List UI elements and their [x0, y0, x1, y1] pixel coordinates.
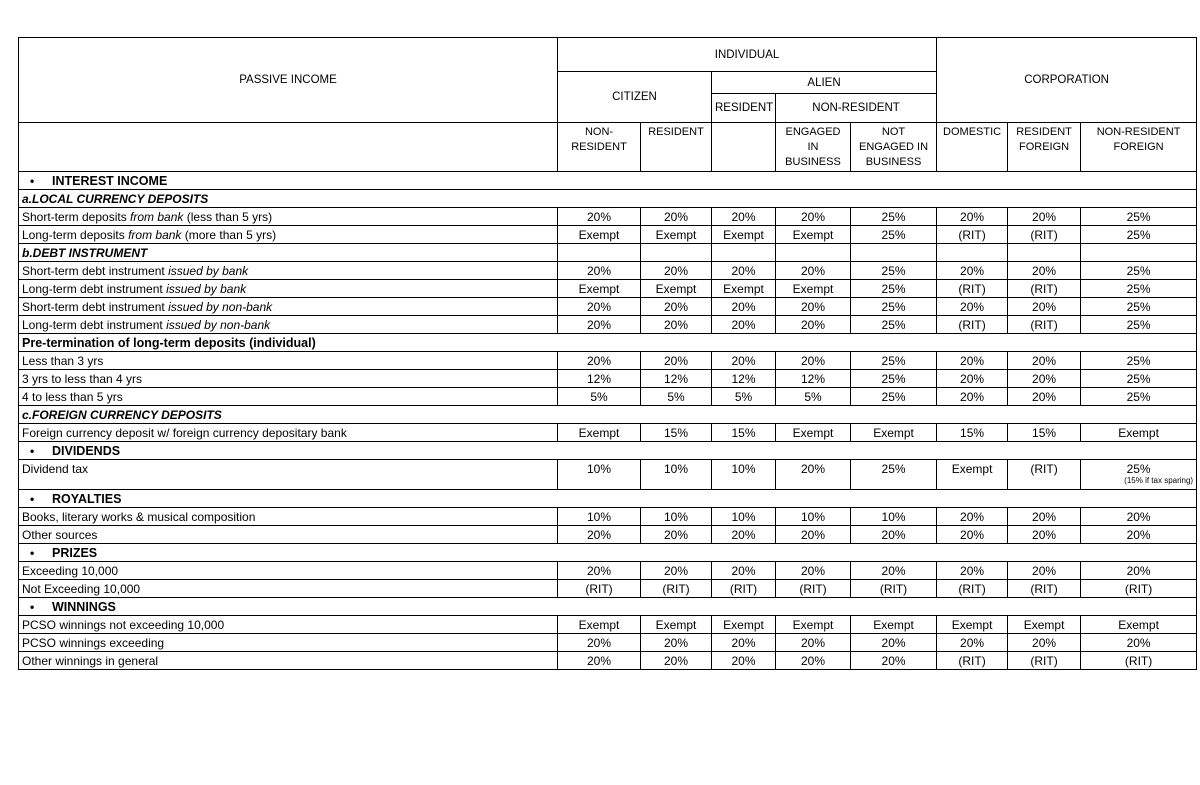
rate-cell-alien-resident: 20%	[712, 316, 776, 334]
rate-cell-not-engaged-in-business: 10%	[851, 508, 937, 526]
table-row	[19, 526, 1197, 544]
rate-cell-engaged-in-business: 20%	[776, 634, 851, 652]
individual-header: INDIVIDUAL	[558, 38, 937, 72]
rate-cell-not-engaged-in-business: (RIT)	[851, 580, 937, 598]
rate-cell-domestic: 20%	[937, 634, 1008, 652]
bullet-icon: •	[30, 491, 35, 506]
bullet-icon: •	[30, 545, 35, 560]
rate-cell-engaged-in-business: Exempt	[776, 280, 851, 298]
row-label: 3 yrs to less than 4 yrs	[19, 370, 558, 388]
rate-cell-engaged-in-business: 20%	[776, 526, 851, 544]
rate-cell-citizen-non-resident: Exempt	[558, 280, 641, 298]
rate-cell-resident-foreign: 20%	[1008, 508, 1081, 526]
rate-cell-non-resident-foreign: Exempt	[1081, 616, 1197, 634]
rate-cell-resident-foreign: 15%	[1008, 424, 1081, 442]
rate-cell-resident-foreign: 20%	[1008, 634, 1081, 652]
rate-cell-non-resident-foreign: 25%	[1081, 316, 1197, 334]
rate-cell-citizen-resident: 10%	[641, 460, 712, 490]
col-citizen-resident: RESIDENT	[641, 123, 712, 172]
rate-cell-citizen-non-resident: 20%	[558, 262, 641, 280]
rate-cell-not-engaged-in-business: Exempt	[851, 616, 937, 634]
rate-cell-citizen-resident: Exempt	[641, 616, 712, 634]
rate-cell-engaged-in-business: Exempt	[776, 616, 851, 634]
rate-cell-non-resident-foreign: 25%	[1081, 208, 1197, 226]
rate-cell-resident-foreign: (RIT)	[1008, 316, 1081, 334]
rate-cell-resident-foreign: (RIT)	[1008, 226, 1081, 244]
rate-cell-non-resident-foreign: (RIT)	[1081, 580, 1197, 598]
rate-cell-citizen-resident: 20%	[641, 562, 712, 580]
alien-non-resident-header: NON-RESIDENT	[776, 94, 937, 123]
rate-cell-domestic: Exempt	[937, 460, 1008, 490]
row-label: Books, literary works & musical composition	[19, 508, 558, 526]
rate-cell-citizen-resident: 20%	[641, 316, 712, 334]
table-row	[19, 508, 1197, 526]
table-row	[19, 424, 1197, 442]
rate-cell-not-engaged-in-business: 20%	[851, 634, 937, 652]
row-label: Short-term deposits from bank (less than 5 yrs)	[19, 208, 558, 226]
rate-cell-non-resident-foreign: Exempt	[1081, 424, 1197, 442]
row-label: Exceeding 10,000	[19, 562, 558, 580]
rate-cell-domestic: 20%	[937, 370, 1008, 388]
row-label: PCSO winnings exceeding	[19, 634, 558, 652]
section-interest-income: • INTEREST INCOME	[19, 172, 1197, 190]
rate-cell-engaged-in-business: 20%	[776, 298, 851, 316]
rate-cell-not-engaged-in-business: 25%	[851, 460, 937, 490]
rate-cell-citizen-non-resident: 20%	[558, 208, 641, 226]
row-label: Short-term debt instrument issued by bank	[19, 262, 558, 280]
col-citizen-non-resident: NON-RESIDENT	[558, 123, 641, 172]
col-engaged-in-business: ENGAGED IN BUSINESS	[776, 123, 851, 172]
rate-cell-alien-resident: 20%	[712, 298, 776, 316]
subsection-debt-instrument: b.DEBT INSTRUMENT	[19, 244, 558, 262]
rate-cell-domestic: (RIT)	[937, 580, 1008, 598]
rate-cell-domestic: 20%	[937, 298, 1008, 316]
rate-cell-non-resident-foreign: 25%	[1081, 226, 1197, 244]
table-row	[19, 298, 1197, 316]
bullet-icon: •	[30, 599, 35, 614]
rate-cell-alien-resident: 20%	[712, 352, 776, 370]
section-royalties: • ROYALTIES	[19, 490, 1197, 508]
rate-cell-domestic: (RIT)	[937, 226, 1008, 244]
rate-cell-resident-foreign: 20%	[1008, 262, 1081, 280]
rate-cell-citizen-resident: 10%	[641, 508, 712, 526]
alien-resident-header: RESIDENT	[712, 94, 776, 123]
rate-cell-domestic: 20%	[937, 262, 1008, 280]
table-row	[19, 460, 1197, 490]
table-row	[19, 280, 1197, 298]
row-label: 4 to less than 5 yrs	[19, 388, 558, 406]
row-label: PCSO winnings not exceeding 10,000	[19, 616, 558, 634]
rate-cell-non-resident-foreign: 25% (15% if tax sparing)	[1081, 460, 1197, 490]
rate-cell-non-resident-foreign: 20%	[1081, 634, 1197, 652]
rate-cell-resident-foreign: 20%	[1008, 298, 1081, 316]
rate-cell-citizen-non-resident: 10%	[558, 508, 641, 526]
rate-cell-citizen-resident: 20%	[641, 634, 712, 652]
rate-cell-domestic: 20%	[937, 562, 1008, 580]
rate-cell-not-engaged-in-business: 25%	[851, 226, 937, 244]
rate-cell-domestic: 20%	[937, 526, 1008, 544]
rate-cell-not-engaged-in-business: 25%	[851, 298, 937, 316]
row-label: Dividend tax	[19, 460, 558, 490]
section-pretermination: Pre-termination of long-term deposits (individual)	[19, 334, 1197, 352]
rate-cell-citizen-resident: 20%	[641, 298, 712, 316]
rate-cell-engaged-in-business: 20%	[776, 460, 851, 490]
row-label: Long-term debt instrument issued by non-bank	[19, 316, 558, 334]
table-row	[19, 316, 1197, 334]
rate-cell-alien-resident: 10%	[712, 508, 776, 526]
table-row	[19, 580, 1197, 598]
rate-cell-non-resident-foreign: 20%	[1081, 508, 1197, 526]
table-row	[19, 262, 1197, 280]
rate-cell-citizen-resident: 12%	[641, 370, 712, 388]
bullet-icon: •	[30, 443, 35, 458]
rate-cell-domestic: 20%	[937, 388, 1008, 406]
rate-cell-citizen-resident: Exempt	[641, 226, 712, 244]
table-row	[19, 616, 1197, 634]
rate-cell-engaged-in-business: 5%	[776, 388, 851, 406]
rate-cell-resident-foreign: 20%	[1008, 526, 1081, 544]
table-row	[19, 352, 1197, 370]
rate-cell-non-resident-foreign: 25%	[1081, 388, 1197, 406]
rate-cell-alien-resident: 20%	[712, 262, 776, 280]
rate-cell-domestic: 20%	[937, 208, 1008, 226]
col-non-resident-foreign: NON-RESIDENT FOREIGN	[1081, 123, 1197, 172]
rate-cell-non-resident-foreign: 25%	[1081, 262, 1197, 280]
rate-cell-domestic: (RIT)	[937, 280, 1008, 298]
rate-cell-citizen-non-resident: Exempt	[558, 226, 641, 244]
row-label: Other winnings in general	[19, 652, 558, 670]
rate-cell-alien-resident: Exempt	[712, 280, 776, 298]
col-not-engaged-in-business: NOT ENGAGED IN BUSINESS	[851, 123, 937, 172]
col-domestic: DOMESTIC	[937, 123, 1008, 172]
rate-cell-not-engaged-in-business: 25%	[851, 352, 937, 370]
rate-cell-resident-foreign: 20%	[1008, 208, 1081, 226]
section-dividends: • DIVIDENDS	[19, 442, 1197, 460]
tax-rate-table	[18, 37, 1197, 670]
rate-cell-engaged-in-business: 20%	[776, 316, 851, 334]
rate-cell-resident-foreign: Exempt	[1008, 616, 1081, 634]
rate-cell-engaged-in-business: 20%	[776, 652, 851, 670]
table-row	[19, 226, 1197, 244]
col-resident-foreign: RESIDENT FOREIGN	[1008, 123, 1081, 172]
rate-cell-resident-foreign: (RIT)	[1008, 280, 1081, 298]
rate-cell-resident-foreign: 20%	[1008, 562, 1081, 580]
table-row	[19, 370, 1197, 388]
rate-cell-citizen-resident: 20%	[641, 352, 712, 370]
rate-cell-citizen-non-resident: 20%	[558, 298, 641, 316]
rate-cell-not-engaged-in-business: Exempt	[851, 424, 937, 442]
rate-cell-resident-foreign: (RIT)	[1008, 460, 1081, 490]
alien-header: ALIEN	[712, 72, 937, 94]
rate-cell-non-resident-foreign: 25%	[1081, 352, 1197, 370]
row-label: Short-term debt instrument issued by non-bank	[19, 298, 558, 316]
rate-cell-resident-foreign: 20%	[1008, 388, 1081, 406]
rate-cell-resident-foreign: (RIT)	[1008, 580, 1081, 598]
subsection-foreign-currency: c.FOREIGN CURRENCY DEPOSITS	[19, 406, 1197, 424]
passive-income-header: PASSIVE INCOME	[19, 38, 558, 123]
rate-cell-non-resident-foreign: 20%	[1081, 526, 1197, 544]
rate-cell-citizen-non-resident: 20%	[558, 562, 641, 580]
rate-cell-not-engaged-in-business: 25%	[851, 370, 937, 388]
rate-cell-not-engaged-in-business: 25%	[851, 208, 937, 226]
rate-cell-alien-resident: 20%	[712, 652, 776, 670]
rate-cell-not-engaged-in-business: 20%	[851, 526, 937, 544]
rate-cell-resident-foreign: 20%	[1008, 352, 1081, 370]
rate-cell-not-engaged-in-business: 25%	[851, 388, 937, 406]
rate-cell-not-engaged-in-business: 25%	[851, 280, 937, 298]
rate-cell-citizen-non-resident: 20%	[558, 352, 641, 370]
row-label: Foreign currency deposit w/ foreign currency depositary bank	[19, 424, 558, 442]
rate-cell-citizen-resident: Exempt	[641, 280, 712, 298]
table-row	[19, 562, 1197, 580]
col-alien-resident	[712, 123, 776, 172]
rate-cell-alien-resident: 20%	[712, 634, 776, 652]
rate-cell-alien-resident: 20%	[712, 526, 776, 544]
rate-cell-citizen-non-resident: Exempt	[558, 616, 641, 634]
rate-cell-resident-foreign: (RIT)	[1008, 652, 1081, 670]
rate-cell-citizen-resident: 20%	[641, 652, 712, 670]
rate-cell-alien-resident: 20%	[712, 208, 776, 226]
table-row	[19, 634, 1197, 652]
rate-cell-citizen-resident: (RIT)	[641, 580, 712, 598]
rate-cell-domestic: 20%	[937, 352, 1008, 370]
rate-cell-citizen-non-resident: 10%	[558, 460, 641, 490]
row-label: Long-term debt instrument issued by bank	[19, 280, 558, 298]
rate-cell-engaged-in-business: Exempt	[776, 226, 851, 244]
row-label: Less than 3 yrs	[19, 352, 558, 370]
rate-cell-citizen-non-resident: 20%	[558, 634, 641, 652]
rate-cell-domestic: 15%	[937, 424, 1008, 442]
rate-cell-resident-foreign: 20%	[1008, 370, 1081, 388]
rate-cell-engaged-in-business: 10%	[776, 508, 851, 526]
rate-cell-not-engaged-in-business: 25%	[851, 262, 937, 280]
rate-cell-engaged-in-business: (RIT)	[776, 580, 851, 598]
table-row	[19, 388, 1197, 406]
rate-cell-non-resident-foreign: 25%	[1081, 298, 1197, 316]
section-winnings: • WINNINGS	[19, 598, 1197, 616]
corporation-header: CORPORATION	[937, 38, 1197, 123]
rate-cell-domestic: (RIT)	[937, 652, 1008, 670]
rate-cell-citizen-non-resident: 12%	[558, 370, 641, 388]
rate-cell-citizen-non-resident: 20%	[558, 652, 641, 670]
rate-cell-citizen-non-resident: Exempt	[558, 424, 641, 442]
rate-cell-alien-resident: Exempt	[712, 616, 776, 634]
table-row	[19, 652, 1197, 670]
rate-cell-non-resident-foreign: 25%	[1081, 280, 1197, 298]
bullet-icon: •	[30, 173, 35, 188]
rate-cell-citizen-non-resident: 5%	[558, 388, 641, 406]
section-prizes: • PRIZES	[19, 544, 1197, 562]
citizen-header: CITIZEN	[558, 72, 712, 123]
rate-cell-alien-resident: Exempt	[712, 226, 776, 244]
subsection-local-currency: a.LOCAL CURRENCY DEPOSITS	[19, 190, 1197, 208]
rate-cell-alien-resident: 5%	[712, 388, 776, 406]
rate-cell-engaged-in-business: 20%	[776, 562, 851, 580]
rate-cell-citizen-non-resident: 20%	[558, 316, 641, 334]
rate-cell-domestic: (RIT)	[937, 316, 1008, 334]
rate-cell-engaged-in-business: 20%	[776, 352, 851, 370]
tax-sparing-note: (15% if tax sparing)	[1124, 476, 1194, 485]
rate-cell-citizen-non-resident: 20%	[558, 526, 641, 544]
row-label: Long-term deposits from bank (more than 5 yrs)	[19, 226, 558, 244]
row-label: Not Exceeding 10,000	[19, 580, 558, 598]
rate-cell-citizen-resident: 20%	[641, 526, 712, 544]
table-row	[19, 208, 1197, 226]
blank-header-cell	[19, 123, 558, 172]
rate-cell-not-engaged-in-business: 20%	[851, 652, 937, 670]
rate-cell-engaged-in-business: 20%	[776, 208, 851, 226]
rate-cell-engaged-in-business: Exempt	[776, 424, 851, 442]
rate-cell-domestic: Exempt	[937, 616, 1008, 634]
rate-cell-alien-resident: 12%	[712, 370, 776, 388]
rate-cell-non-resident-foreign: (RIT)	[1081, 652, 1197, 670]
rate-cell-citizen-resident: 5%	[641, 388, 712, 406]
rate-cell-engaged-in-business: 20%	[776, 262, 851, 280]
rate-cell-alien-resident: 20%	[712, 562, 776, 580]
rate-cell-engaged-in-business: 12%	[776, 370, 851, 388]
rate-cell-citizen-resident: 20%	[641, 262, 712, 280]
rate-cell-citizen-non-resident: (RIT)	[558, 580, 641, 598]
rate-cell-citizen-resident: 15%	[641, 424, 712, 442]
rate-cell-citizen-resident: 20%	[641, 208, 712, 226]
rate-cell-alien-resident: 15%	[712, 424, 776, 442]
rate-cell-domestic: 20%	[937, 508, 1008, 526]
rate-cell-not-engaged-in-business: 25%	[851, 316, 937, 334]
rate-cell-alien-resident: 10%	[712, 460, 776, 490]
rate-cell-non-resident-foreign: 25%	[1081, 370, 1197, 388]
rate-cell-not-engaged-in-business: 20%	[851, 562, 937, 580]
rate-cell-alien-resident: (RIT)	[712, 580, 776, 598]
row-label: Other sources	[19, 526, 558, 544]
rate-cell-non-resident-foreign: 20%	[1081, 562, 1197, 580]
